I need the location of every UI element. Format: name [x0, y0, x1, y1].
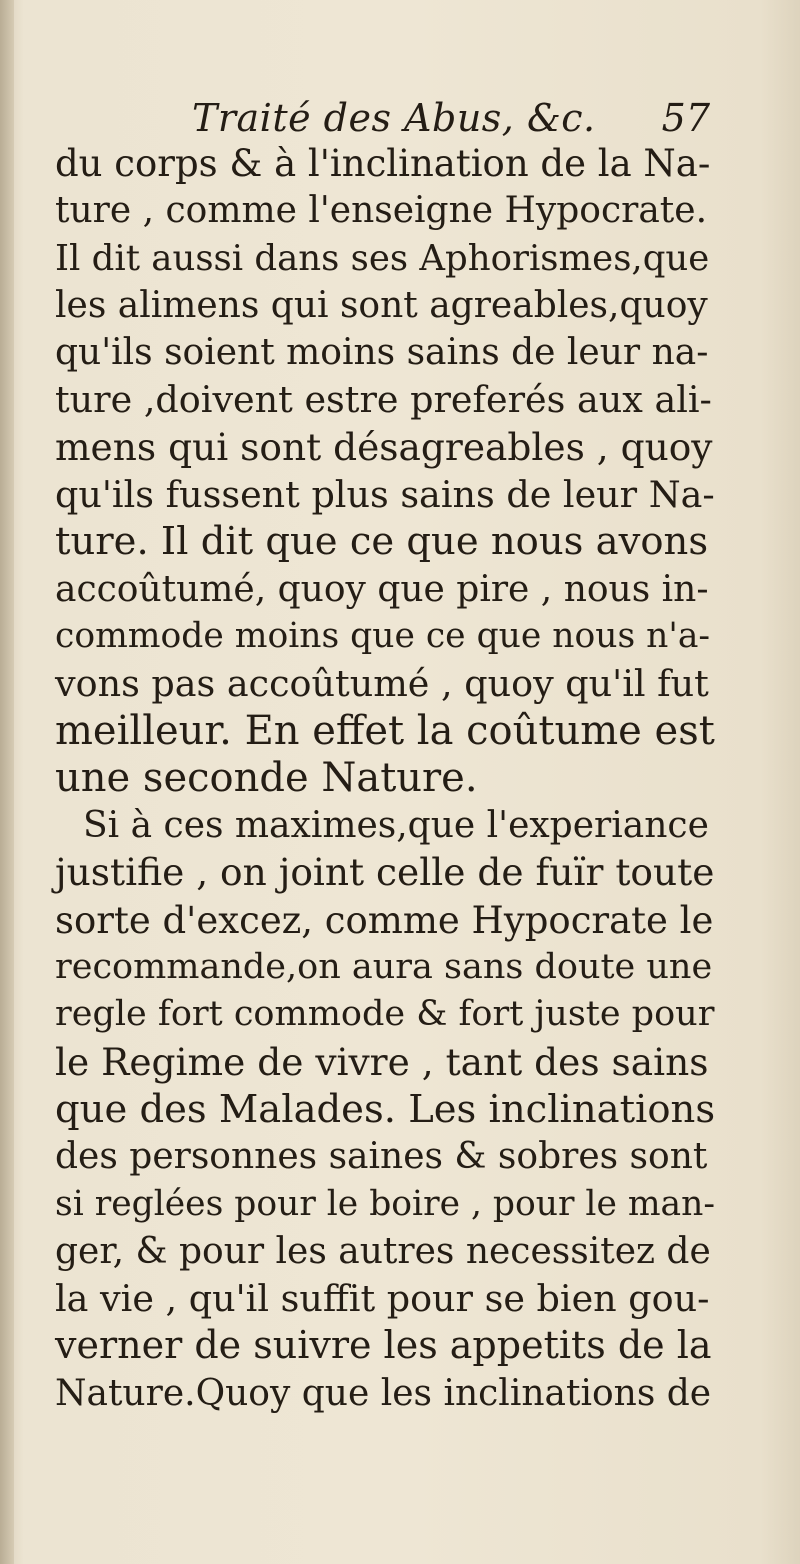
text-line: accoûtumé, quoy que pire , nous in-	[55, 568, 709, 610]
text-line: vons pas accoûtumé , quoy qu'il fut	[55, 662, 709, 706]
text-line: le Regime de vivre , tant des sains	[55, 1039, 709, 1084]
text-line: ture , comme l'enseigne Hypocrate.	[55, 190, 708, 232]
text-line: qu'ils soient moins sains de leur na-	[55, 332, 709, 374]
page-gutter	[0, 0, 14, 1564]
text-line: recommande,on aura sans doute une	[55, 947, 713, 988]
text-line: meilleur. En effet la coûtume est	[55, 707, 715, 754]
text-line: du corps & à l'inclination de la Na-	[55, 142, 711, 185]
text-line: une seconde Nature.	[55, 754, 478, 801]
text-line: les alimens qui sont agreables,quoy	[55, 284, 708, 326]
text-line: justifie , on joint celle de fuïr toute	[55, 850, 715, 895]
text-line: regle fort commode & fort juste pour	[55, 994, 715, 1035]
text-line: commode moins que ce que nous n'a-	[55, 615, 711, 656]
text-line: ger, & pour les autres necessitez de	[55, 1230, 711, 1272]
text-line: Nature.Quoy que les inclinations de	[55, 1372, 712, 1414]
text-line: Si à ces maximes,que l'experiance	[83, 805, 709, 847]
page-number: 57	[661, 96, 710, 140]
text-line: ture. Il dit que ce que nous avons	[55, 519, 709, 565]
text-line: la vie , qu'il suffit pour se bien gou-	[55, 1277, 710, 1321]
text-line: verner de suivre les appetits de la	[55, 1323, 712, 1368]
text-line: que des Malades. Les inclinations	[55, 1086, 716, 1132]
text-line: des personnes saines & sobres sont	[55, 1136, 708, 1178]
text-line: ture ,doivent estre preferés aux ali-	[55, 378, 712, 422]
text-line: qu'ils fussent plus sains de leur Na-	[55, 473, 715, 517]
text-line: Il dit aussi dans ses Aphorismes,que	[55, 237, 710, 279]
running-title: Traité des Abus, &c.	[192, 96, 596, 140]
running-head	[130, 96, 720, 146]
text-line: si reglées pour le boire , pour le man-	[55, 1183, 715, 1224]
body-text	[55, 140, 715, 1417]
text-line: sorte d'excez, comme Hypocrate le	[55, 898, 714, 942]
text-line: mens qui sont désagreables , quoy	[55, 424, 713, 469]
